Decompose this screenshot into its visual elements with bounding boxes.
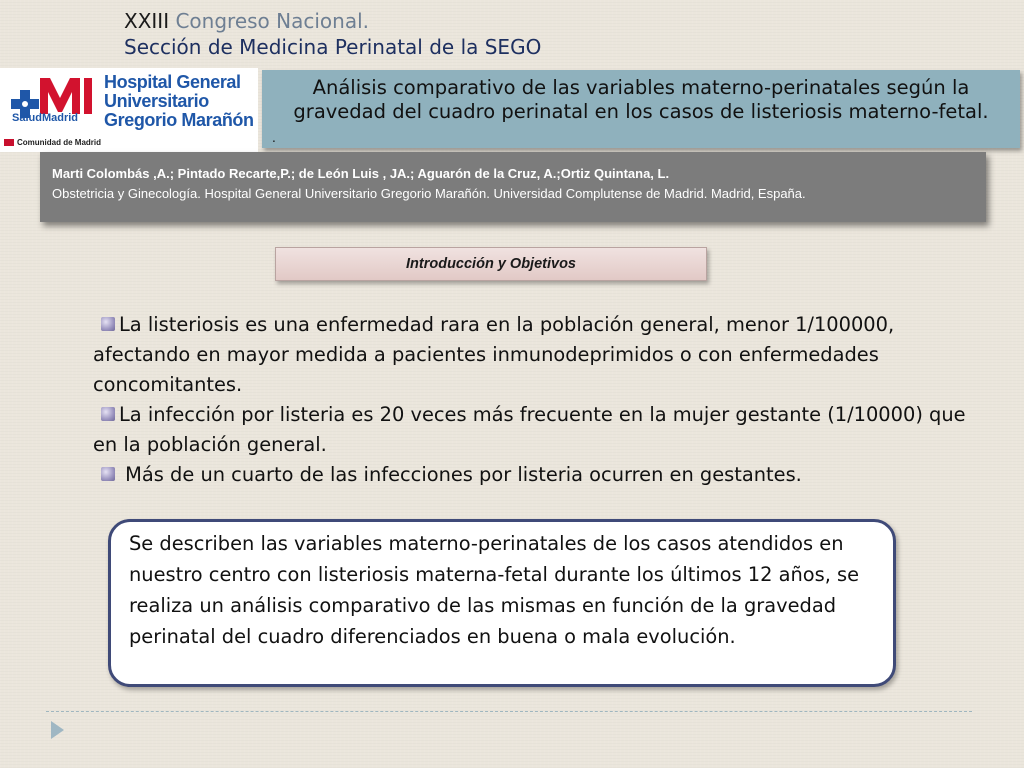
objectives-box: [108, 519, 896, 687]
comunidad-text: Comunidad de Madrid: [17, 138, 101, 147]
intro-bullets: [93, 310, 983, 490]
hospital-logo: [0, 68, 258, 152]
bullet-item: [93, 310, 983, 400]
poster-title: Análisis comparativo de las variables materno-perinatales según la gravedad del cuadro perinatal en los casos de listeriosis materno-fetal.: [293, 76, 989, 123]
hospital-line-2: Universitario: [104, 91, 209, 111]
section-heading: Introducción y Objetivos: [275, 247, 707, 281]
poster-title-box: [262, 70, 1020, 148]
congreso-label: Congreso Nacional.: [169, 9, 369, 33]
bullet-square-icon: [101, 407, 115, 421]
bullet-square-icon: [101, 467, 115, 481]
hospital-line-1: Hospital General: [104, 72, 241, 92]
bullet-text: Más de un cuarto de las infecciones por listeria ocurren en gestantes.: [119, 463, 802, 486]
salud-madrid-label: SaludMadrid: [12, 112, 79, 124]
hospital-logo-icon: [10, 74, 96, 140]
footer-divider: [46, 711, 972, 712]
congreso-number: XXIII: [124, 9, 170, 33]
hospital-name: [104, 73, 254, 130]
comunidad-madrid-label: [4, 138, 101, 147]
bullet-text: La listeriosis es una enfermedad rara en la población general, menor 1/100000, afectando en mayor medida a pacientes inmunodeprimidos o con enfermedades concomitantes.: [93, 313, 895, 396]
seccion-label: Sección de Medicina Perinatal de la SEGO: [124, 35, 542, 59]
authors-list: Marti Colombás ,A.; Pintado Recarte,P.; de León Luis , JA.; Aguarón de la Cruz, A.;Ortiz Quintana, L.: [52, 166, 670, 181]
next-arrow-icon[interactable]: [51, 721, 64, 739]
hospital-line-3: Gregorio Marañón: [104, 110, 254, 130]
flag-icon: [4, 139, 14, 146]
bullet-square-icon: [101, 317, 115, 331]
bullet-text: La infección por listeria es 20 veces más frecuente en la mujer gestante (1/10000) que en la población general.: [93, 403, 966, 456]
title-dot: .: [272, 131, 276, 145]
header-title: [124, 8, 541, 60]
bullet-item: [93, 460, 983, 490]
bullet-item: [93, 400, 983, 460]
affiliation: Obstetricia y Ginecología. Hospital General Universitario Gregorio Marañón. Universidad Complutense de Madrid. Madrid, España.: [52, 186, 806, 201]
authors-box: [40, 152, 986, 222]
objectives-text: Se describen las variables materno-perinatales de los casos atendidos en nuestro centro con listeriosis materna-fetal durante los últimos 12 años, se realiza un análisis comparativo de las mismas en función de la gravedad perinatal del cuadro diferenciados en buena o mala evolución.: [129, 532, 860, 648]
